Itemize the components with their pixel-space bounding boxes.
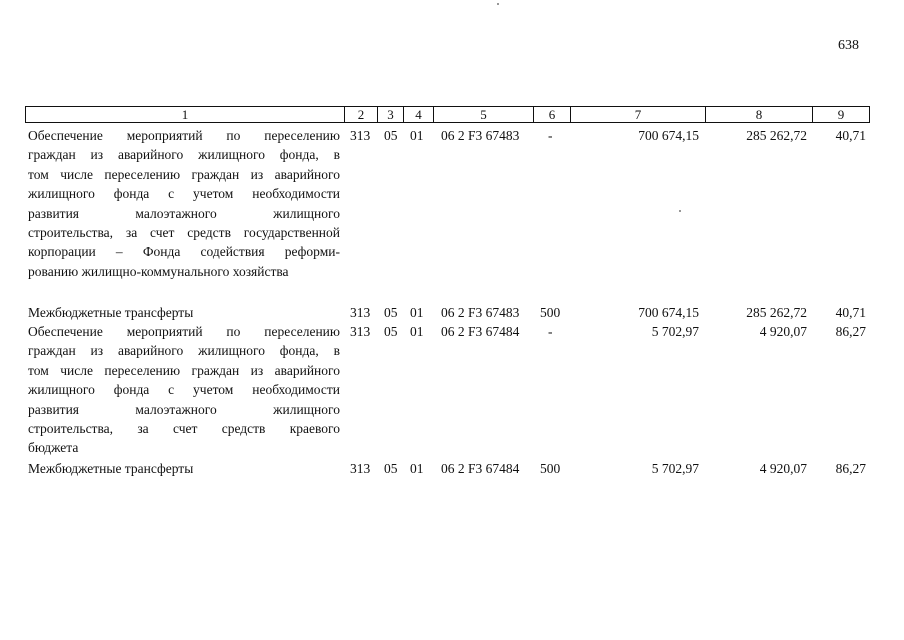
description-line: граждан из аварийного жилищного фонда, в bbox=[28, 147, 340, 163]
cell-9: 40,71 bbox=[835, 128, 866, 143]
cell-4: 01 bbox=[410, 305, 424, 320]
header-cell-7: 7 bbox=[571, 107, 706, 122]
header-cell-8: 8 bbox=[706, 107, 813, 122]
cell-9: 86,27 bbox=[835, 324, 866, 339]
cell-5: 06 2 F3 67484 bbox=[441, 324, 520, 339]
cell-5: 06 2 F3 67483 bbox=[441, 128, 520, 143]
cell-3: 05 bbox=[384, 324, 398, 339]
header-cell-5: 5 bbox=[434, 107, 534, 122]
description-line: жилищного фонда с учетом необходимости bbox=[28, 382, 340, 398]
description-line: развития малоэтажного жилищного bbox=[28, 401, 340, 417]
description-line: развития малоэтажного жилищного bbox=[28, 205, 340, 221]
cell-8: 4 920,07 bbox=[759, 324, 807, 339]
cell-5: 06 2 F3 67484 bbox=[441, 461, 520, 476]
cell-5: 06 2 F3 67483 bbox=[441, 305, 520, 320]
cell-4: 01 bbox=[410, 324, 424, 339]
row-description bbox=[28, 303, 340, 322]
cell-2: 313 bbox=[350, 305, 371, 320]
cell-2: 313 bbox=[350, 461, 371, 476]
cell-6: - bbox=[548, 128, 553, 143]
scan-speck bbox=[679, 210, 681, 212]
cell-3: 05 bbox=[384, 128, 398, 143]
description-line: Обеспечение мероприятий по переселению bbox=[28, 128, 340, 143]
description-line: граждан из аварийного жилищного фонда, в bbox=[28, 343, 340, 359]
description-line: Межбюджетные трансферты bbox=[28, 461, 194, 476]
cell-7: 700 674,15 bbox=[638, 305, 699, 320]
description-line: Обеспечение мероприятий по переселению bbox=[28, 324, 340, 339]
cell-8: 285 262,72 bbox=[746, 128, 807, 143]
row-description bbox=[28, 126, 340, 281]
cell-8: 4 920,07 bbox=[759, 461, 807, 476]
header-cell-2: 2 bbox=[345, 107, 378, 122]
table-header-row bbox=[25, 106, 870, 123]
header-cell-1: 1 bbox=[26, 107, 345, 122]
cell-3: 05 bbox=[384, 305, 398, 320]
cell-6: 500 bbox=[540, 305, 561, 320]
cell-7: 700 674,15 bbox=[638, 128, 699, 143]
header-cell-6: 6 bbox=[534, 107, 571, 122]
cell-9: 40,71 bbox=[835, 305, 866, 320]
cell-8: 285 262,72 bbox=[746, 305, 807, 320]
cell-6: 500 bbox=[540, 461, 561, 476]
description-line: корпорации – Фонда содействия реформи- bbox=[28, 244, 340, 260]
cell-4: 01 bbox=[410, 128, 424, 143]
row-description bbox=[28, 322, 340, 458]
cell-4: 01 bbox=[410, 461, 424, 476]
page-number: 638 bbox=[838, 38, 859, 53]
cell-3: 05 bbox=[384, 461, 398, 476]
header-cell-9: 9 bbox=[837, 107, 845, 122]
cell-2: 313 bbox=[350, 324, 371, 339]
description-line: строительства, за счет средств государственной bbox=[28, 225, 340, 241]
description-line: бюджета bbox=[28, 440, 79, 456]
description-line: рованию жилищно-коммунального хозяйства bbox=[28, 263, 289, 279]
description-line: Межбюджетные трансферты bbox=[28, 305, 194, 320]
header-cell-4: 4 bbox=[404, 107, 434, 122]
header-cell-3: 3 bbox=[378, 107, 404, 122]
description-line: том числе переселению граждан из аварийного bbox=[28, 362, 340, 378]
cell-6: - bbox=[548, 324, 553, 339]
cell-7: 5 702,97 bbox=[651, 461, 699, 476]
description-line: том числе переселению граждан из аварийного bbox=[28, 166, 340, 182]
description-line: строительства, за счет средств краевого bbox=[28, 421, 340, 437]
row-description bbox=[28, 459, 340, 478]
scan-speck bbox=[497, 3, 499, 5]
cell-7: 5 702,97 bbox=[651, 324, 699, 339]
cell-9: 86,27 bbox=[835, 461, 866, 476]
description-line: жилищного фонда с учетом необходимости bbox=[28, 186, 340, 202]
cell-2: 313 bbox=[350, 128, 371, 143]
